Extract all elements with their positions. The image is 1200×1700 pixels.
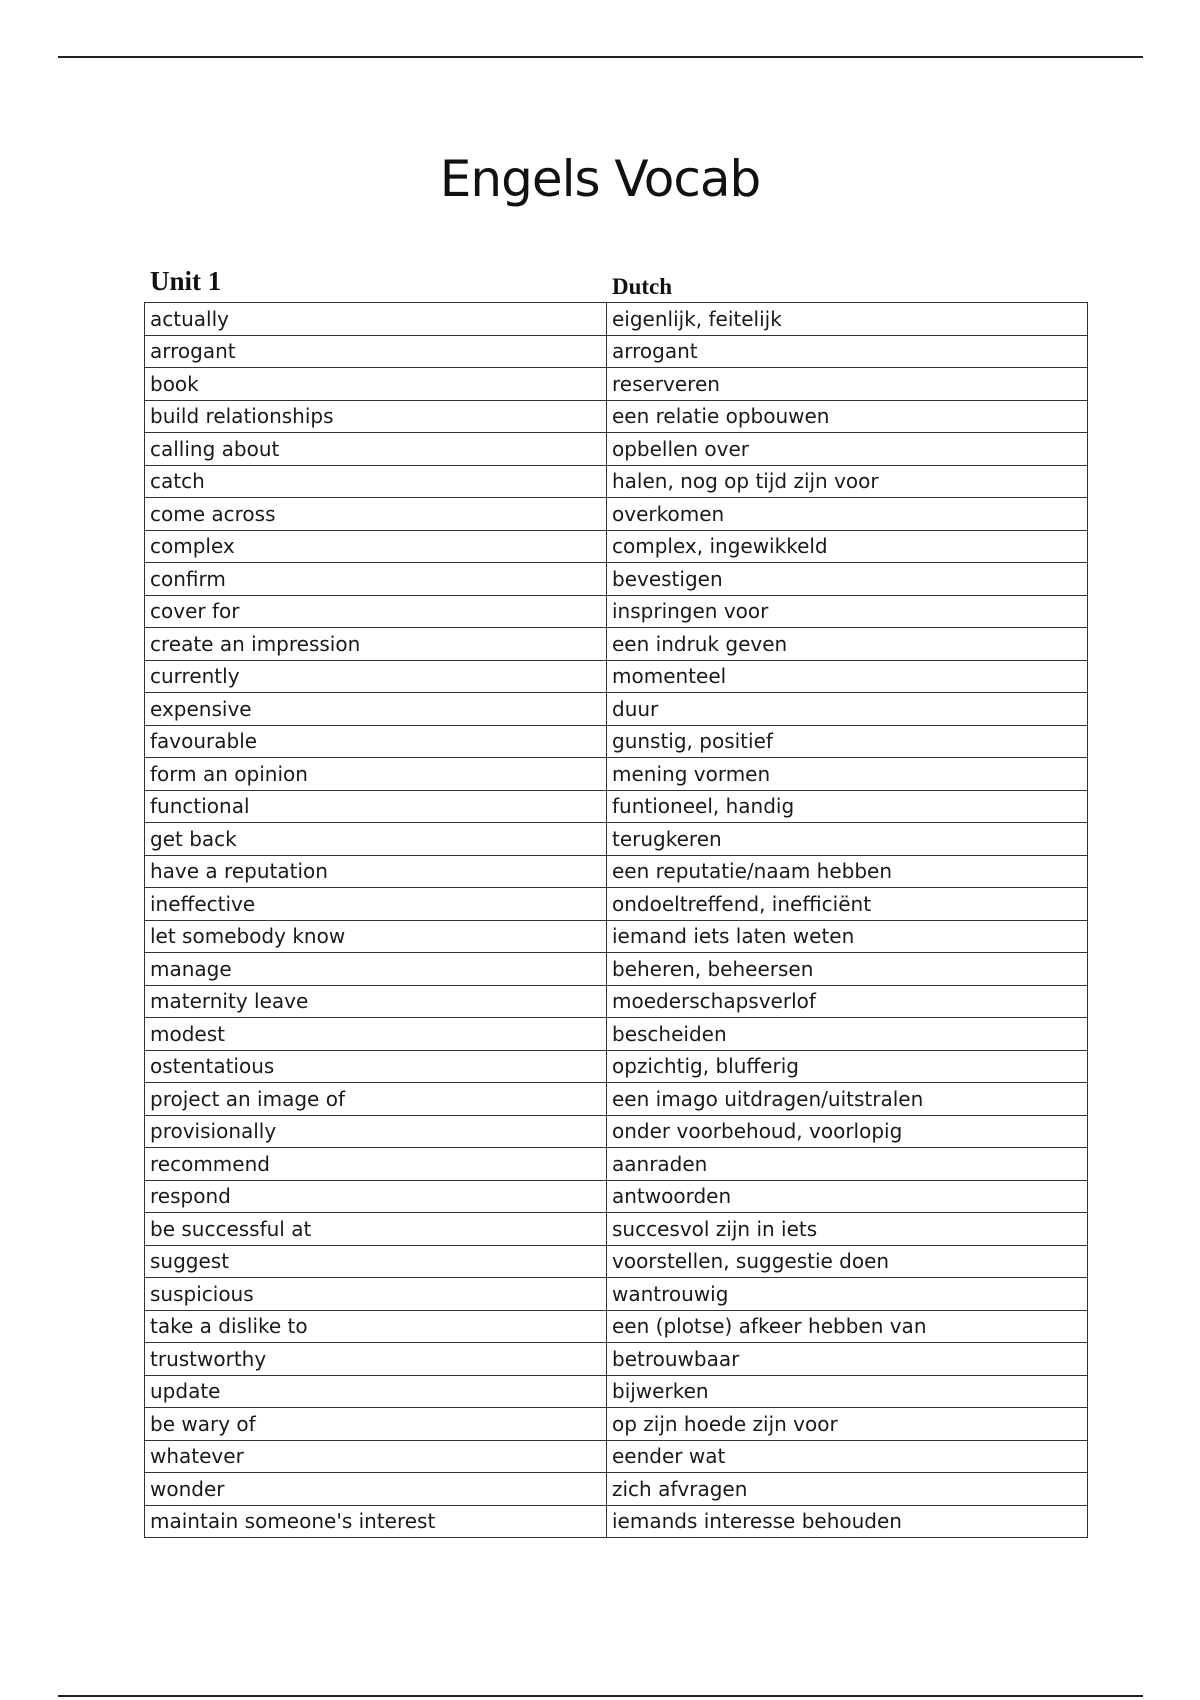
dutch-translation: een imago uitdragen/uitstralen (607, 1083, 1088, 1116)
english-term: be wary of (145, 1408, 607, 1441)
english-term: calling about (145, 433, 607, 466)
english-term: maintain someone's interest (145, 1505, 607, 1538)
english-term: favourable (145, 725, 607, 758)
table-row (145, 920, 1088, 953)
english-term: trustworthy (145, 1343, 607, 1376)
table-row (145, 1245, 1088, 1278)
table-row (145, 1148, 1088, 1181)
dutch-translation: reserveren (607, 368, 1088, 401)
table-row (145, 1115, 1088, 1148)
table-row (145, 1213, 1088, 1246)
dutch-translation: een (plotse) afkeer hebben van (607, 1310, 1088, 1343)
english-term: whatever (145, 1440, 607, 1473)
english-term: suspicious (145, 1278, 607, 1311)
dutch-translation: funtioneel, handig (607, 790, 1088, 823)
english-term: be successful at (145, 1213, 607, 1246)
table-row (145, 855, 1088, 888)
unit-header: Unit 1 (150, 266, 222, 296)
table-row (145, 1440, 1088, 1473)
dutch-translation: opbellen over (607, 433, 1088, 466)
table-row (145, 1473, 1088, 1506)
table-row (145, 628, 1088, 661)
dutch-translation: overkomen (607, 498, 1088, 531)
dutch-translation: inspringen voor (607, 595, 1088, 628)
english-term: ostentatious (145, 1050, 607, 1083)
english-term: update (145, 1375, 607, 1408)
english-term: maternity leave (145, 985, 607, 1018)
table-row (145, 725, 1088, 758)
dutch-translation: voorstellen, suggestie doen (607, 1245, 1088, 1278)
dutch-translation: bescheiden (607, 1018, 1088, 1051)
dutch-translation: momenteel (607, 660, 1088, 693)
table-row (145, 1375, 1088, 1408)
english-term: take a dislike to (145, 1310, 607, 1343)
table-row (145, 953, 1088, 986)
english-term: respond (145, 1180, 607, 1213)
dutch-translation: terugkeren (607, 823, 1088, 856)
dutch-translation: betrouwbaar (607, 1343, 1088, 1376)
table-row (145, 1050, 1088, 1083)
dutch-translation: antwoorden (607, 1180, 1088, 1213)
table-row (145, 368, 1088, 401)
table-row (145, 1278, 1088, 1311)
table-row (145, 1343, 1088, 1376)
table-row (145, 790, 1088, 823)
table-row (145, 888, 1088, 921)
english-term: arrogant (145, 335, 607, 368)
english-term: book (145, 368, 607, 401)
english-term: project an image of (145, 1083, 607, 1116)
dutch-translation: eigenlijk, feitelijk (607, 303, 1088, 336)
table-row (145, 498, 1088, 531)
table-row (145, 563, 1088, 596)
english-term: provisionally (145, 1115, 607, 1148)
dutch-translation: duur (607, 693, 1088, 726)
table-row (145, 303, 1088, 336)
top-divider (58, 56, 1143, 58)
dutch-translation: ondoeltreffend, inefficiënt (607, 888, 1088, 921)
table-row (145, 1310, 1088, 1343)
dutch-translation: iemands interesse behouden (607, 1505, 1088, 1538)
dutch-translation: opzichtig, blufferig (607, 1050, 1088, 1083)
english-term: expensive (145, 693, 607, 726)
dutch-header: Dutch (612, 274, 673, 299)
vocab-table (144, 302, 1088, 1538)
english-term: functional (145, 790, 607, 823)
table-row (145, 530, 1088, 563)
dutch-translation: een relatie opbouwen (607, 400, 1088, 433)
dutch-translation: onder voorbehoud, voorlopig (607, 1115, 1088, 1148)
english-term: wonder (145, 1473, 607, 1506)
table-row (145, 660, 1088, 693)
vocab-table-body (145, 303, 1088, 1538)
table-row (145, 985, 1088, 1018)
table-row (145, 433, 1088, 466)
table-row (145, 1018, 1088, 1051)
english-term: manage (145, 953, 607, 986)
english-term: currently (145, 660, 607, 693)
english-term: modest (145, 1018, 607, 1051)
english-term: confirm (145, 563, 607, 596)
english-term: create an impression (145, 628, 607, 661)
dutch-translation: een indruk geven (607, 628, 1088, 661)
dutch-translation: een reputatie/naam hebben (607, 855, 1088, 888)
table-row (145, 1180, 1088, 1213)
dutch-translation: complex, ingewikkeld (607, 530, 1088, 563)
dutch-translation: beheren, beheersen (607, 953, 1088, 986)
table-row (145, 400, 1088, 433)
dutch-translation: eender wat (607, 1440, 1088, 1473)
table-row (145, 1408, 1088, 1441)
english-term: get back (145, 823, 607, 856)
dutch-translation: zich afvragen (607, 1473, 1088, 1506)
table-row (145, 335, 1088, 368)
english-term: cover for (145, 595, 607, 628)
dutch-translation: iemand iets laten weten (607, 920, 1088, 953)
english-term: have a reputation (145, 855, 607, 888)
table-row (145, 595, 1088, 628)
english-term: suggest (145, 1245, 607, 1278)
dutch-translation: halen, nog op tijd zijn voor (607, 465, 1088, 498)
table-row (145, 693, 1088, 726)
table-row (145, 465, 1088, 498)
page-title: Engels Vocab (439, 150, 761, 208)
english-term: actually (145, 303, 607, 336)
english-term: recommend (145, 1148, 607, 1181)
dutch-translation: bevestigen (607, 563, 1088, 596)
english-term: form an opinion (145, 758, 607, 791)
english-term: come across (145, 498, 607, 531)
dutch-translation: aanraden (607, 1148, 1088, 1181)
dutch-translation: succesvol zijn in iets (607, 1213, 1088, 1246)
dutch-translation: arrogant (607, 335, 1088, 368)
english-term: complex (145, 530, 607, 563)
dutch-translation: mening vormen (607, 758, 1088, 791)
dutch-translation: gunstig, positief (607, 725, 1088, 758)
english-term: ineffective (145, 888, 607, 921)
dutch-translation: op zijn hoede zijn voor (607, 1408, 1088, 1441)
table-row (145, 823, 1088, 856)
bottom-divider (58, 1695, 1143, 1697)
dutch-translation: wantrouwig (607, 1278, 1088, 1311)
table-row (145, 758, 1088, 791)
dutch-translation: bijwerken (607, 1375, 1088, 1408)
english-term: catch (145, 465, 607, 498)
dutch-translation: moederschapsverlof (607, 985, 1088, 1018)
english-term: build relationships (145, 400, 607, 433)
english-term: let somebody know (145, 920, 607, 953)
table-row (145, 1505, 1088, 1538)
table-row (145, 1083, 1088, 1116)
